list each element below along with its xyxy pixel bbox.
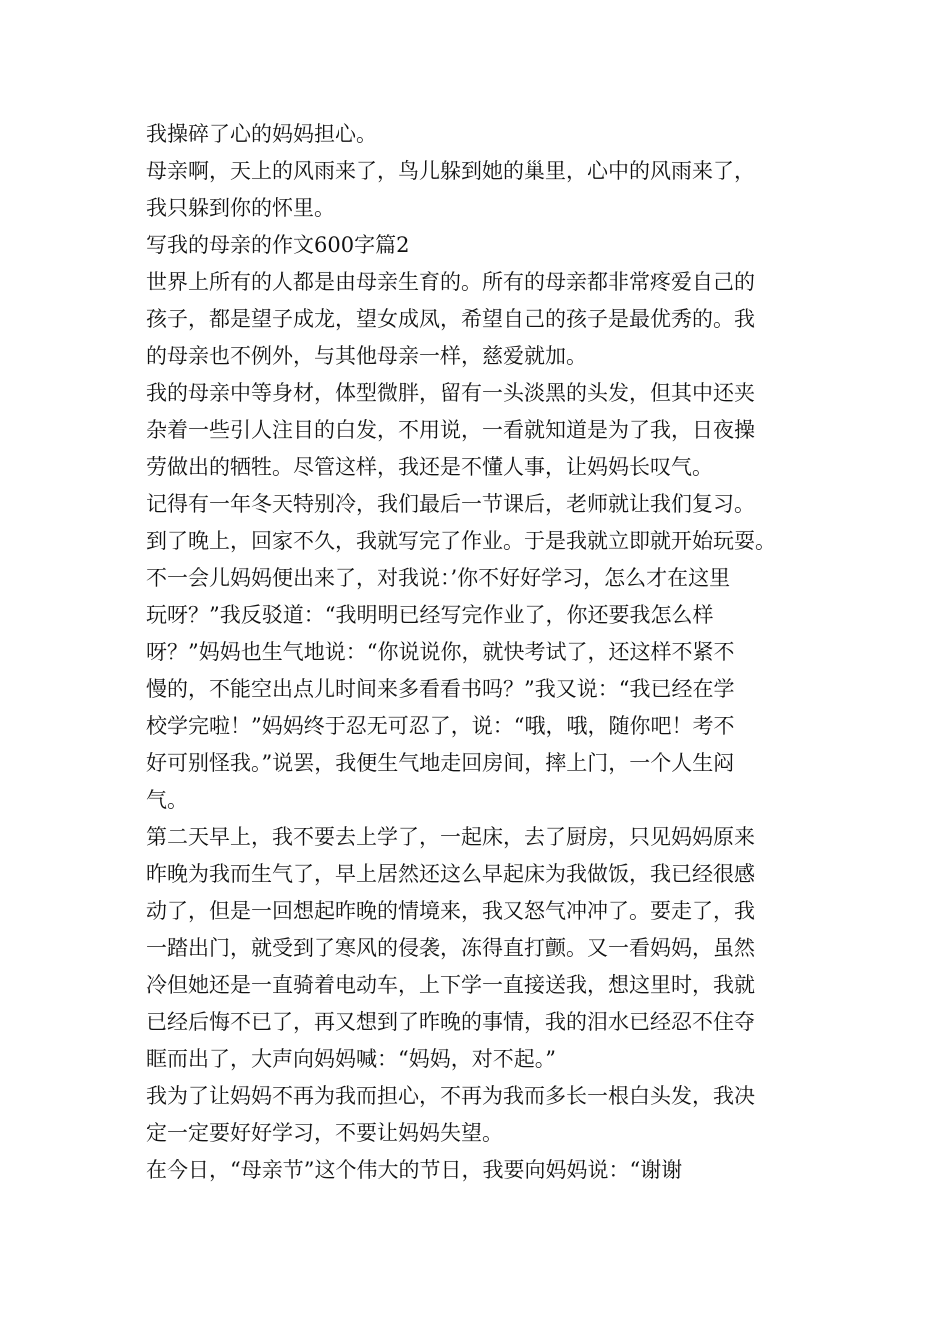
text-line: 气。	[146, 788, 188, 812]
text-line: 定一定要好好学习，不要让妈妈失望。	[146, 1121, 503, 1145]
text-line: 孩子，都是望子成龙，望女成凤，希望自己的孩子是最优秀的。我	[146, 307, 755, 331]
text-line: 我只躲到你的怀里。	[146, 196, 335, 220]
text-line: 第二天早上，我不要去上学了，一起床，去了厨房，只见妈妈原来	[146, 825, 755, 849]
section-heading: 写我的母亲的作文600字篇2	[146, 233, 410, 257]
text-line: 呀？”妈妈也生气地说：“你说说你，就快考试了，还这样不紧不	[146, 640, 735, 664]
text-line: 母亲啊，天上的风雨来了，鸟儿躲到她的巢里，心中的风雨来了，	[146, 159, 755, 183]
text-line: 的母亲也不例外，与其他母亲一样，慈爱就加。	[146, 344, 587, 368]
text-line: 到了晚上，回家不久，我就写完了作业。于是我就立即就开始玩耍。	[146, 529, 776, 553]
text-line: 在今日，“母亲节”这个伟大的节日，我要向妈妈说：“谢谢	[146, 1158, 683, 1182]
text-line: 昨晚为我而生气了，早上居然还这么早起床为我做饭，我已经很感	[146, 862, 755, 886]
text-line: 冷但她还是一直骑着电动车，上下学一直接送我，想这里时，我就	[146, 973, 755, 997]
text-line: 校学完啦！”妈妈终于忍无可忍了，说：“哦，哦，随你吧！考不	[146, 714, 735, 738]
text-line: 玩呀？”我反驳道：“我明明已经写完作业了，你还要我怎么样	[146, 603, 714, 627]
text-line: 好可别怪我。”说罢，我便生气地走回房间，摔上门，一个人生闷	[146, 751, 735, 775]
text-line: 杂着一些引人注目的白发，不用说，一看就知道是为了我，日夜操	[146, 418, 755, 442]
text-line: 我为了让妈妈不再为我而担心，不再为我而多长一根白头发，我决	[146, 1084, 755, 1108]
text-line: 不一会儿妈妈便出来了，对我说：’你不好好学习，怎么才在这里	[146, 566, 731, 590]
text-line: 动了，但是一回想起昨晚的情境来，我又怒气冲冲了。要走了，我	[146, 899, 755, 923]
document-body	[146, 116, 826, 1189]
text-line: 慢的，不能空出点儿时间来多看看书吗？”我又说：“我已经在学	[146, 677, 735, 701]
text-line: 我的母亲中等身材，体型微胖，留有一头淡黑的头发，但其中还夹	[146, 381, 755, 405]
text-line: 记得有一年冬天特别冷，我们最后一节课后，老师就让我们复习。	[146, 492, 755, 516]
text-line: 一踏出门，就受到了寒风的侵袭，冻得直打颤。又一看妈妈，虽然	[146, 936, 755, 960]
text-line: 已经后悔不已了，再又想到了昨晚的事情，我的泪水已经忍不住夺	[146, 1010, 755, 1034]
text-line: 劳做出的牺牲。尽管这样，我还是不懂人事，让妈妈长叹气。	[146, 455, 713, 479]
text-line: 我操碎了心的妈妈担心。	[146, 122, 377, 146]
text-line: 世界上所有的人都是由母亲生育的。所有的母亲都非常疼爱自己的	[146, 270, 755, 294]
text-line: 眶而出了，大声向妈妈喊：“妈妈，对不起。”	[146, 1047, 556, 1071]
